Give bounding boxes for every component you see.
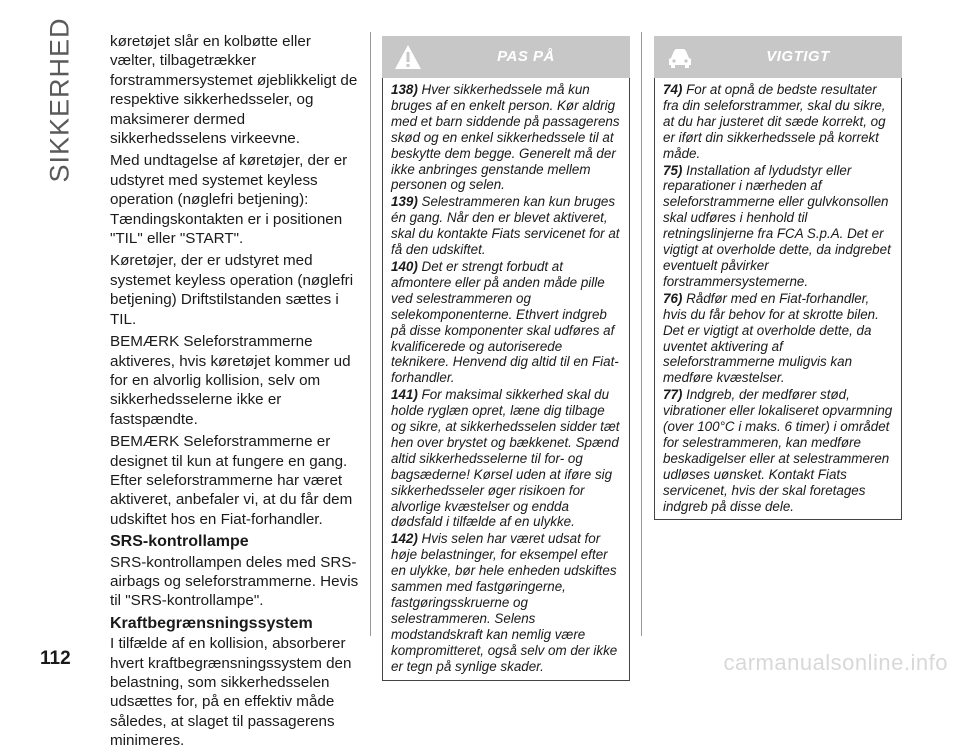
note-number: 77)	[663, 387, 683, 403]
body-paragraph: Med undtagelse af køretøjer, der er udstyret med systemet keyless operation (nøglefri betjening): Tændingskontakten er i positionen "TIL" eller "START".	[110, 152, 348, 248]
left-text-column	[110, 32, 360, 754]
body-paragraph: BEMÆRK Seleforstrammerne er designet til kun at fungere en gang. Efter seleforstrammerne har været aktiveret, anbefaler vi, at du får dem udskiftet hos en Fiat-forhandler.	[110, 433, 353, 528]
body-paragraph: BEMÆRK Seleforstrammerne aktiveres, hvis køretøjet kommer ud for en alvorlig kollision, selv om sikkerhedsselerne ikke er fastspændte.	[110, 333, 351, 428]
note-item	[663, 291, 893, 386]
note-text: For maksimal sikkerhed skal du holde ryglæn opret, læne dig tilbage og sikre, at sikkerhedsselen sidder tæt hen over brystet og bækkenet. Spænd altid sikkerhedsselerne til for- og bagsæderne! Kørsel uden at iføre sig sikkerhedsseler øger risikoen for alvorlige kvæstelser og endda dødsfald i tilfælde af en ulykke.	[391, 387, 620, 530]
note-text: Installation af lydudstyr eller reparationer i nærheden af seleforstrammerne eller gulvkonsollen skal udføres i henhold til retningslinjerne fra FCA S.p.A. Det er vigtigt at overholde dette, da indgrebet eventuelt påvirker forstrammersystemerne.	[663, 162, 891, 289]
important-box	[654, 36, 902, 520]
note-text: For at opnå de bedste resultater fra din seleforstrammer, skal du sikre, at du har justeret dit sæde korrekt, og er iført din sikkerhedssele på korrekt måde.	[663, 82, 886, 161]
important-box-body	[654, 78, 902, 520]
note-number: 138)	[391, 82, 418, 97]
note-number: 139)	[391, 194, 418, 210]
body-paragraph: I tilfælde af en kollision, absorberer hvert kraftbegrænsningssystem den belastning, som sikkerhedsselen udsættes for, på en effektiv måde således, at slaget til passagerens minimeres.	[110, 635, 352, 750]
watermark: carmanualsonline.info	[723, 650, 948, 675]
car-icon	[666, 44, 694, 70]
note-number: 140)	[391, 258, 418, 274]
section-heading: SRS-kontrollampe	[110, 533, 249, 551]
note-text: Selestrammeren kan kun bruges én gang. Når den er blevet aktiveret, skal du kontakte Fiats servicenet for at få den udskiftet.	[391, 194, 620, 258]
body-paragraph: SRS-kontrollampen deles med SRS-airbags og seleforstrammerne. Hevis til "SRS-kontrollampe".	[110, 553, 359, 610]
note-number: 76)	[663, 290, 683, 306]
note-item	[663, 163, 893, 290]
note-item	[391, 531, 621, 674]
column-divider	[370, 32, 371, 636]
note-text: Indgreb, der medfører stød, vibrationer eller lokaliseret opvarmning (over 100°C i maks. 6 timer) i området for selestrammeren, kan medføre beskadigelser eller at selestrammeren udløses uønsket. Kontakt Fiats servicenet, hvis der skal foretages indgreb på disse dele.	[663, 387, 893, 514]
warning-box-body	[382, 78, 630, 681]
note-item	[391, 194, 621, 258]
column-divider	[641, 32, 642, 636]
note-text: Det er strengt forbudt at afmontere eller på anden måde pille ved selestrammeren og selekomponenterne. Ethvert indgreb på disse komponenter skal udføres af kvalificerede og autoriserede teknikere. Henvend dig altid til en Fiat-forhandler.	[391, 258, 619, 386]
body-paragraph: Køretøjer, der er udstyret med systemet keyless operation (nøglefri betjening) Driftstilstanden sættes i TIL.	[110, 252, 354, 328]
note-item	[663, 82, 893, 162]
section-heading: Kraftbegrænsningssystem	[110, 614, 313, 632]
note-item	[391, 259, 621, 386]
note-number: 75)	[663, 162, 683, 178]
warning-box-title: PAS PÅ	[497, 48, 555, 65]
warning-box	[382, 36, 630, 681]
note-number: 74)	[663, 82, 683, 97]
page-number: 112	[40, 648, 71, 669]
body-paragraph: køretøjet slår en kolbøtte eller vælter, tilbagetrækker forstrammersystemet øjeblikkeligt de respektive sikkerhedsseler, og maksimerer dermed sikkerhedsselens virkeevne.	[110, 33, 358, 148]
important-box-title: VIGTIGT	[766, 48, 830, 65]
note-text: Hvis selen har været udsat for høje belastninger, for eksempel efter en ulykke, bør hele enheden udskiftes sammen med fastgøringerne, fastgøringsskruerne og selestrammeren. Selens modstandskraft kan nemlig være kompromitteret, også selv om der ikke er tegn på synlige skader.	[391, 531, 618, 674]
note-text: Rådfør med en Fiat-forhandler, hvis du får behov for at skrotte bilen. Det er vigtigt at overholde dette, da uventet aktivering af seleforstrammerne muligvis kan medføre kvæstelser.	[663, 290, 879, 386]
section-label: SIKKERHED	[44, 17, 75, 183]
note-item	[391, 387, 621, 530]
note-item	[391, 82, 621, 193]
note-number: 142)	[391, 531, 418, 547]
important-box-header	[654, 36, 902, 78]
warning-triangle-icon	[394, 44, 422, 70]
note-text: Hver sikkerhedssele må kun bruges af en enkelt person. Kør aldrig med et barn siddende på passagerens skød og en enkel sikkerhedssele til at beskytte dem begge. Generelt må der ikke anbringes genstande mellem personen og selen.	[391, 82, 620, 193]
warning-box-header	[382, 36, 630, 78]
note-number: 141)	[391, 387, 418, 403]
note-item	[663, 387, 893, 514]
